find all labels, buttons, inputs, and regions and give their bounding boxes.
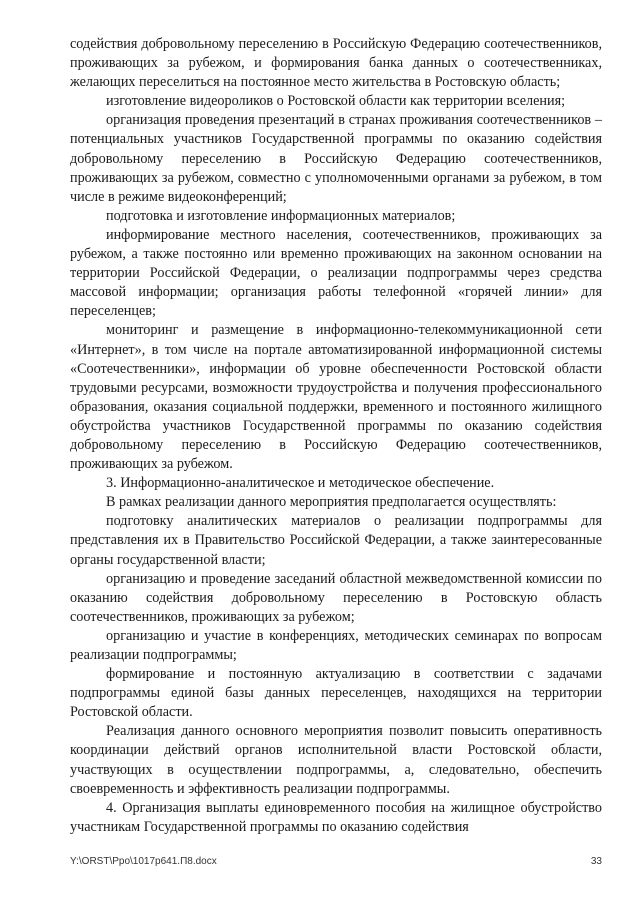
paragraph-conferences: организацию и участие в конференциях, методических семинарах по вопросам реализации подпрограммы; (70, 627, 602, 663)
page-footer (70, 856, 602, 867)
footer-file-path: Y:\ORST\Ppo\1017p641.П8.docx (70, 856, 217, 867)
paragraph-info-materials: подготовка и изготовление информационных материалов; (106, 207, 456, 224)
paragraph-videos: изготовление видеороликов о Ростовской области как территории вселения; (106, 93, 566, 110)
document-body (70, 35, 602, 837)
paragraph-informing: информирование местного населения, соотечественников, проживающих за рубежом, а также постоянно или временно проживающих на законном основании на территории Российской Федерации, о реализации подпрограммы через средства массовой информации; организация работы телефонной «горячей линии» для переселенцев; (70, 226, 602, 320)
paragraph-continuation: содействия добровольному переселению в Российскую Федерацию соотечественников, проживающих за рубежом, и формирования банка данных о соотечественниках, желающих переселиться на постоянное место жительства в Ростовскую область; (70, 36, 602, 91)
footer-page-number: 33 (590, 856, 602, 867)
paragraph-outcome: Реализация данного основного мероприятия позволит повысить оперативность координации действий органов исполнительной власти Ростовской области, участвующих в осуществлении подпрограммы, а, следовательно, обеспечить своевременность и эффективность реализации подпрограммы. (70, 723, 602, 797)
paragraph-database: формирование и постоянную актуализацию в соответствии с задачами подпрограммы единой базы данных переселенцев, находящихся на территории Ростовской области. (70, 666, 602, 721)
section-heading-4: 4. Организация выплаты единовременного пособия на жилищное обустройство участникам Государственной программы по оказанию содействия (70, 799, 602, 835)
paragraph-commission: организацию и проведение заседаний областной межведомственной комиссии по оказанию содействия добровольному переселению в Ростовскую область соотечественников, проживающих за рубежом; (70, 570, 602, 625)
paragraph-analytics: подготовку аналитических материалов о реализации подпрограммы для представления их в Правительство Российской Федерации, а также заинтересованные органы государственной власти; (70, 513, 602, 568)
paragraph-presentations: организация проведения презентаций в странах проживания соотечественников – потенциальных участников Государственной программы по оказанию содействия добровольному переселению в Российскую Федерацию соотечественников, проживающих за рубежом, совместно с уполномоченными органами за рубежом, в том числе в режиме видеоконференций; (70, 112, 602, 205)
section-heading-3: 3. Информационно-аналитическое и методическое обеспечение. (106, 475, 495, 492)
paragraph-monitoring: мониторинг и размещение в информационно-телекоммуникационной сети «Интернет», в том числе на портале автоматизированной информационной системы «Соотечественники», информации об уровне обеспеченности Ростовской области трудовыми ресурсами, возможности трудоустройства и получения профессионального образования, оказания социальной поддержки, временного и постоянного жилищного обустройства участников Государственной программы по оказанию содействия добровольному переселению в Российскую Федерацию соотечественников, проживающих за рубежом. (70, 322, 602, 473)
paragraph-intro-3: В рамках реализации данного мероприятия предполагается осуществлять: (106, 494, 557, 511)
